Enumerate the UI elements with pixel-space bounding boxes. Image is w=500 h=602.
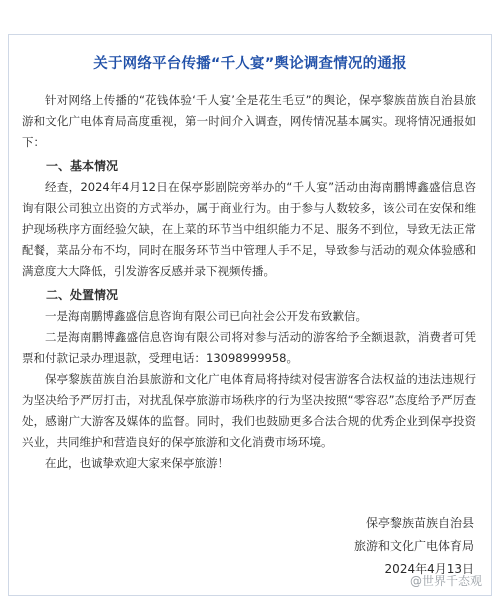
handling-paragraph-refund: 二是海南鹏博鑫盛信息咨询有限公司将对参与活动的游客给予全额退款，消费者可凭票和付款记录办理退款，受理电话：13098999958。 (22, 330, 476, 365)
section-heading-basic: 一、基本情况 (46, 159, 119, 173)
section-basic-paragraph: 经查，2024年4月12日在保亭影剧院旁举办的“千人宴”活动由海南鹏博鑫盛信息咨询有限公司独立出资的方式举办，属于商业行为。由于参与人数较多，该公司在安保和维护现场秩序方面经验欠缺，在上菜的环节当中组织能力不足、服务不到位，导致无法正常配餐，菜品分布不均，同时在服务环节当中管理人手不足，导致参与活动的观众体验感和满意度大大降低，引发游客反感并录下视频传播。 (22, 180, 476, 278)
handling-paragraph-enforcement: 保亭黎族苗族自治县旅游和文化广电体育局将持续对侵害游客合法权益的违法违规行为坚决给予严厉打击，对扰乱保亭旅游市场秩序的行为坚决按照“零容忍”态度给予严厉查处，感谢广大游客及媒体的监督。同时，我们也鼓励更多合法合规的优秀企业到保亭投资兴业，共同维护和营造良好的保亭旅游和文化消费市场环境。 (22, 372, 476, 449)
signature-line-county: 保亭黎族苗族自治县 (365, 516, 474, 530)
intro-paragraph: 针对网络上传播的“花钱体验‘千人宴’全是花生毛豆”的舆论，保亭黎族苗族自治县旅游和文化广电体育局高度重视，第一时间介入调查，网传情况基本属实。现将情况通报如下： (22, 93, 476, 149)
watermark-text: @世界千态观 (409, 574, 482, 588)
handling-paragraph-apology: 一是海南鹏博鑫盛信息咨询有限公司已向社会公开发布致歉信。 (45, 309, 367, 323)
document-title: 关于网络平台传播“千人宴”舆论调查情况的通报 (93, 56, 407, 72)
signature-date: 2024年4月13日 (384, 562, 474, 576)
section-heading-handling: 二、处置情况 (46, 288, 119, 302)
document-body (22, 90, 476, 474)
signature-line-bureau: 旅游和文化广电体育局 (353, 539, 474, 553)
signature-block (354, 512, 474, 581)
closing-paragraph: 在此，也诚挚欢迎大家来保亭旅游！ (45, 456, 229, 470)
